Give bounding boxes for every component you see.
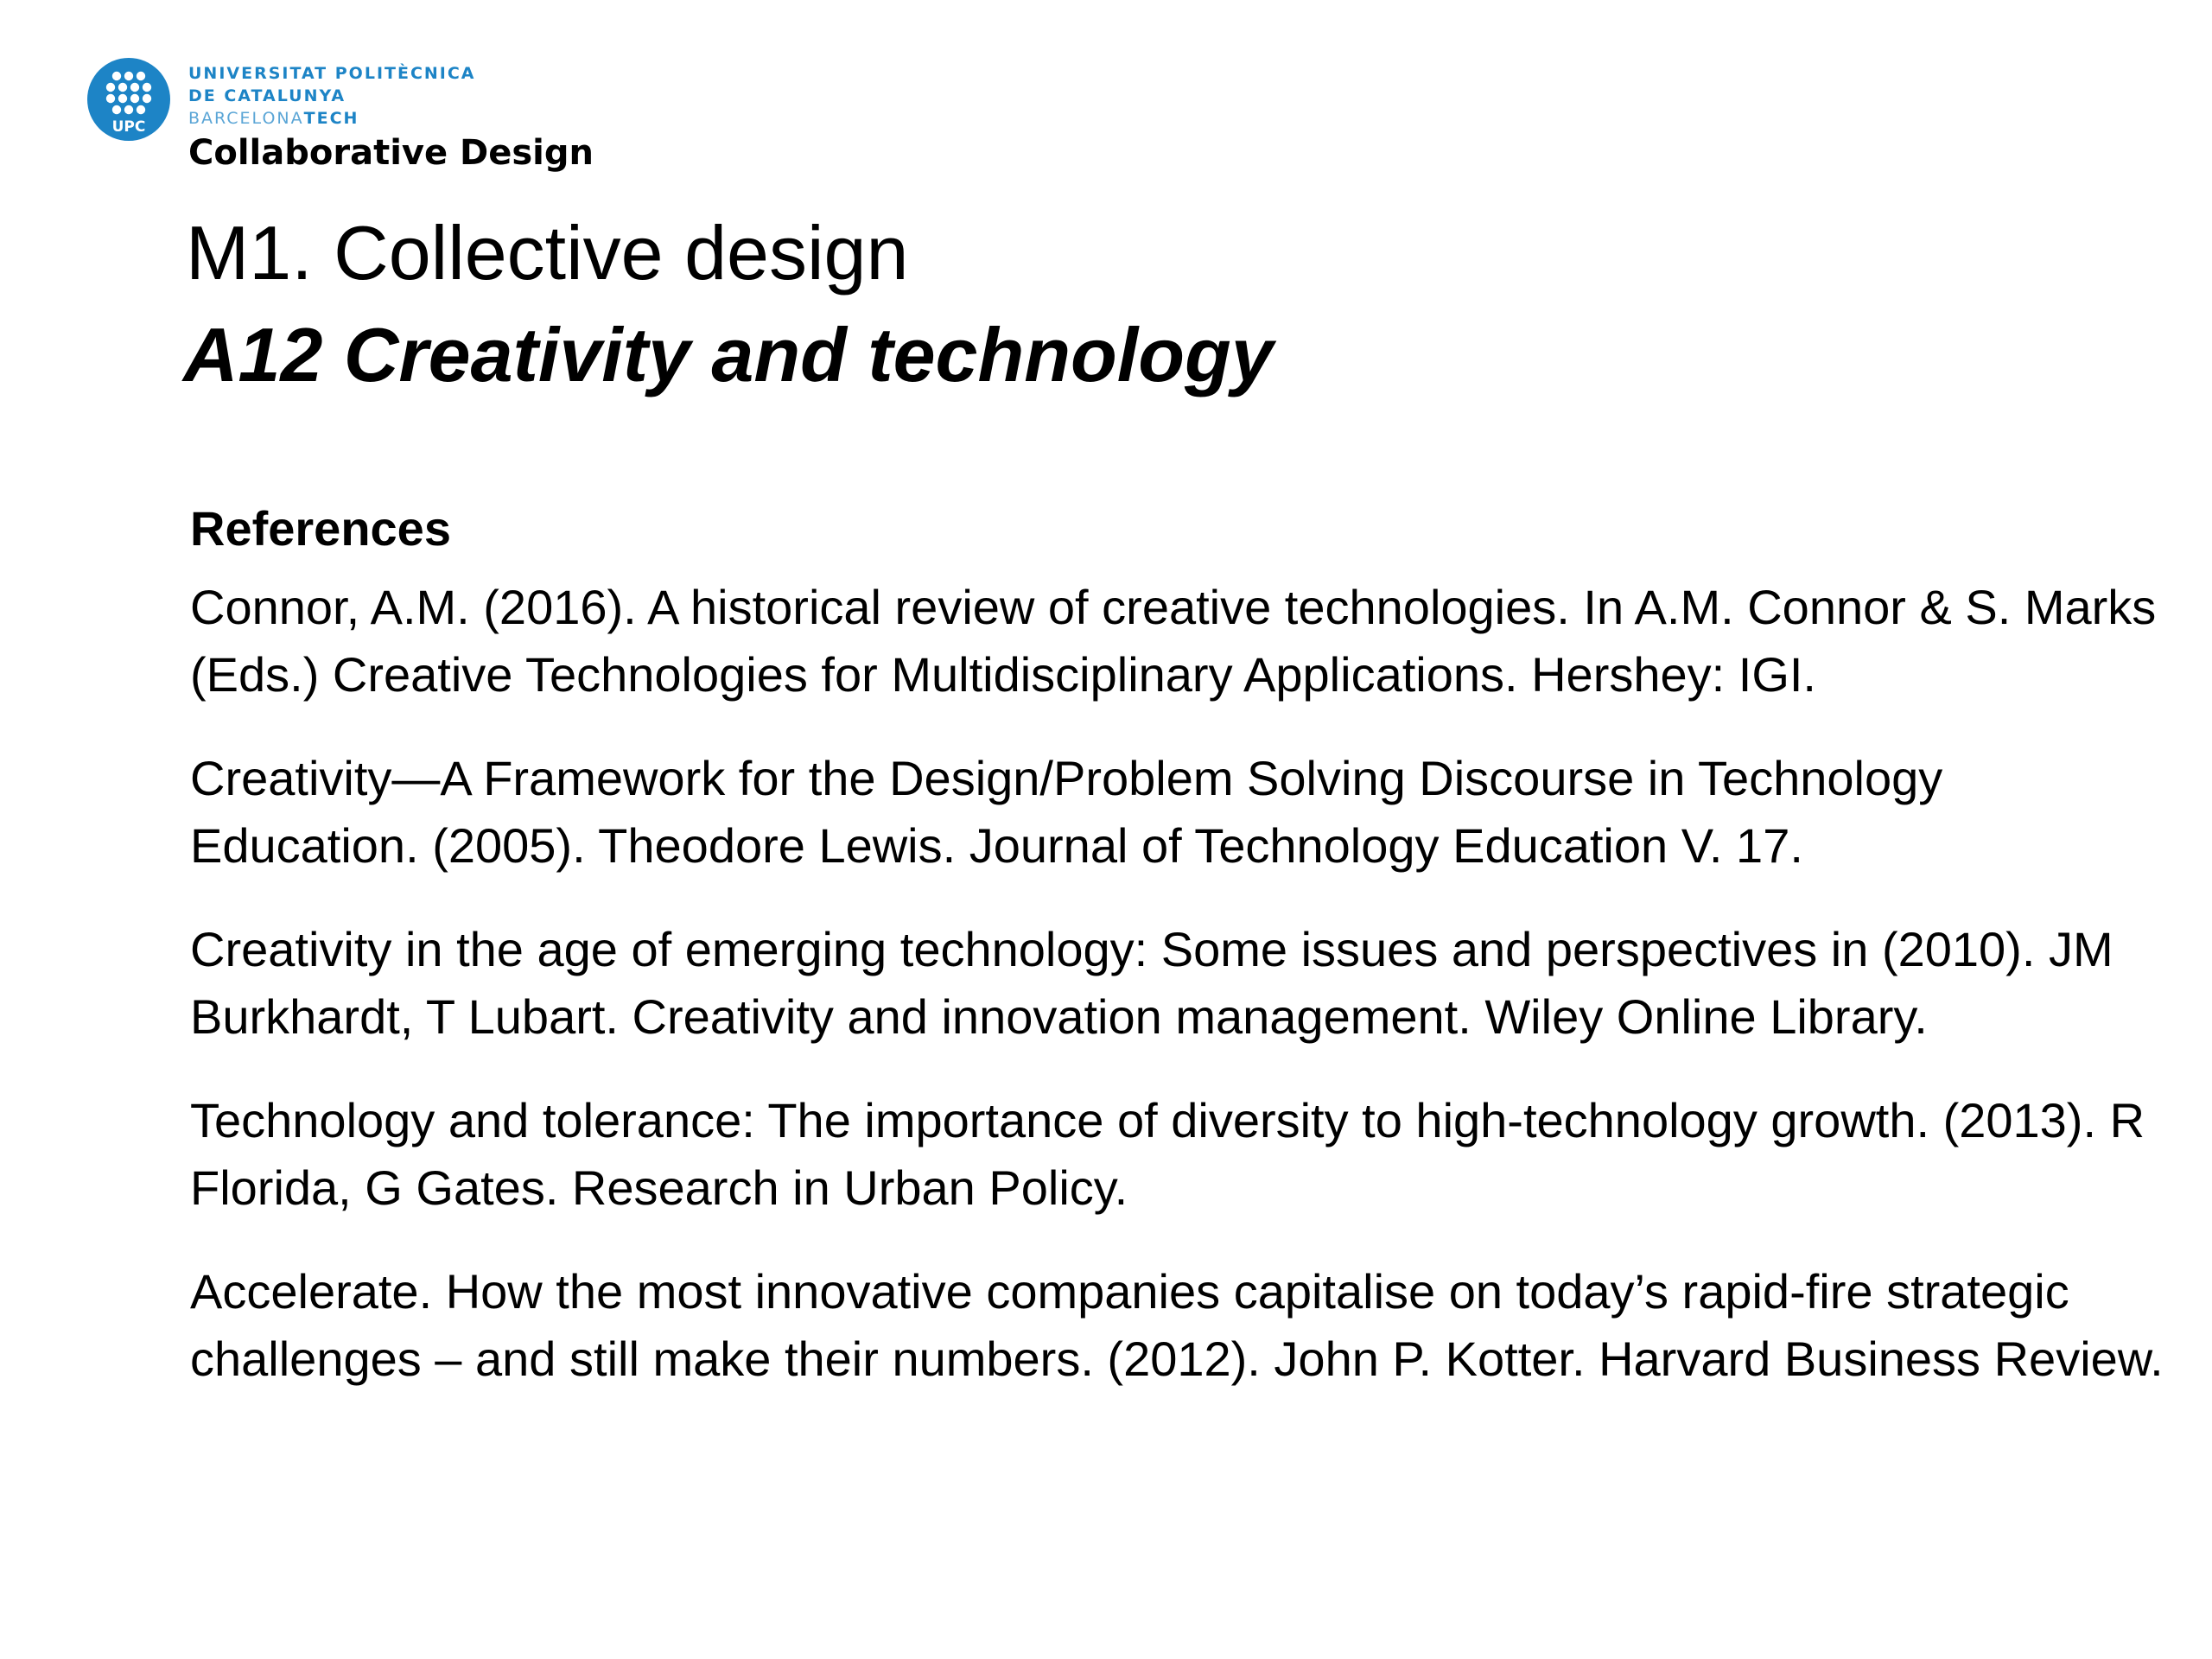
upc-logo-icon: [86, 57, 171, 142]
module-title: M1. Collective design: [186, 210, 909, 296]
reference-item: Creativity in the age of emerging technology: Some issues and perspectives in (2010). JM Burkhardt, T Lubart. Creativity and innovation management. Wiley Online Library.: [190, 922, 2113, 1044]
references-section: [190, 494, 2177, 1429]
reference-item: Technology and tolerance: The importance of diversity to high-technology growth. (2013). R Florida, G Gates. Research in Urban Policy.: [190, 1093, 2145, 1215]
references-list: [190, 574, 2177, 1393]
activity-title: A12 Creativity and technology: [183, 312, 1274, 397]
logo-badge-text: UPC: [111, 118, 146, 136]
university-name-line1: UNIVERSITAT POLITÈCNICA: [188, 64, 476, 83]
university-name-line2: DE CATALUNYA: [188, 86, 346, 105]
reference-item: Connor, A.M. (2016). A historical review of creative technologies. In A.M. Connor & S. Marks (Eds.) Creative Technologies for Multidisciplinary Applications. Hershey: IGI.: [190, 580, 2157, 702]
reference-item: Accelerate. How the most innovative companies capitalise on today’s rapid-fire strategic challenges – and still make their numbers. (2012). John P. Kotter. Harvard Business Review.: [190, 1264, 2164, 1386]
reference-item: Creativity—A Framework for the Design/Problem Solving Discourse in Technology Education. (2005). Theodore Lewis. Journal of Technology Education V. 17.: [190, 751, 1943, 873]
university-name-line3-city: BARCELONA: [188, 109, 304, 128]
university-name-line3-tech: TECH: [303, 109, 359, 128]
university-name: [188, 62, 638, 130]
references-heading: References: [190, 501, 451, 556]
course-title: Collaborative Design: [188, 133, 594, 173]
university-name-line3: [188, 107, 638, 130]
